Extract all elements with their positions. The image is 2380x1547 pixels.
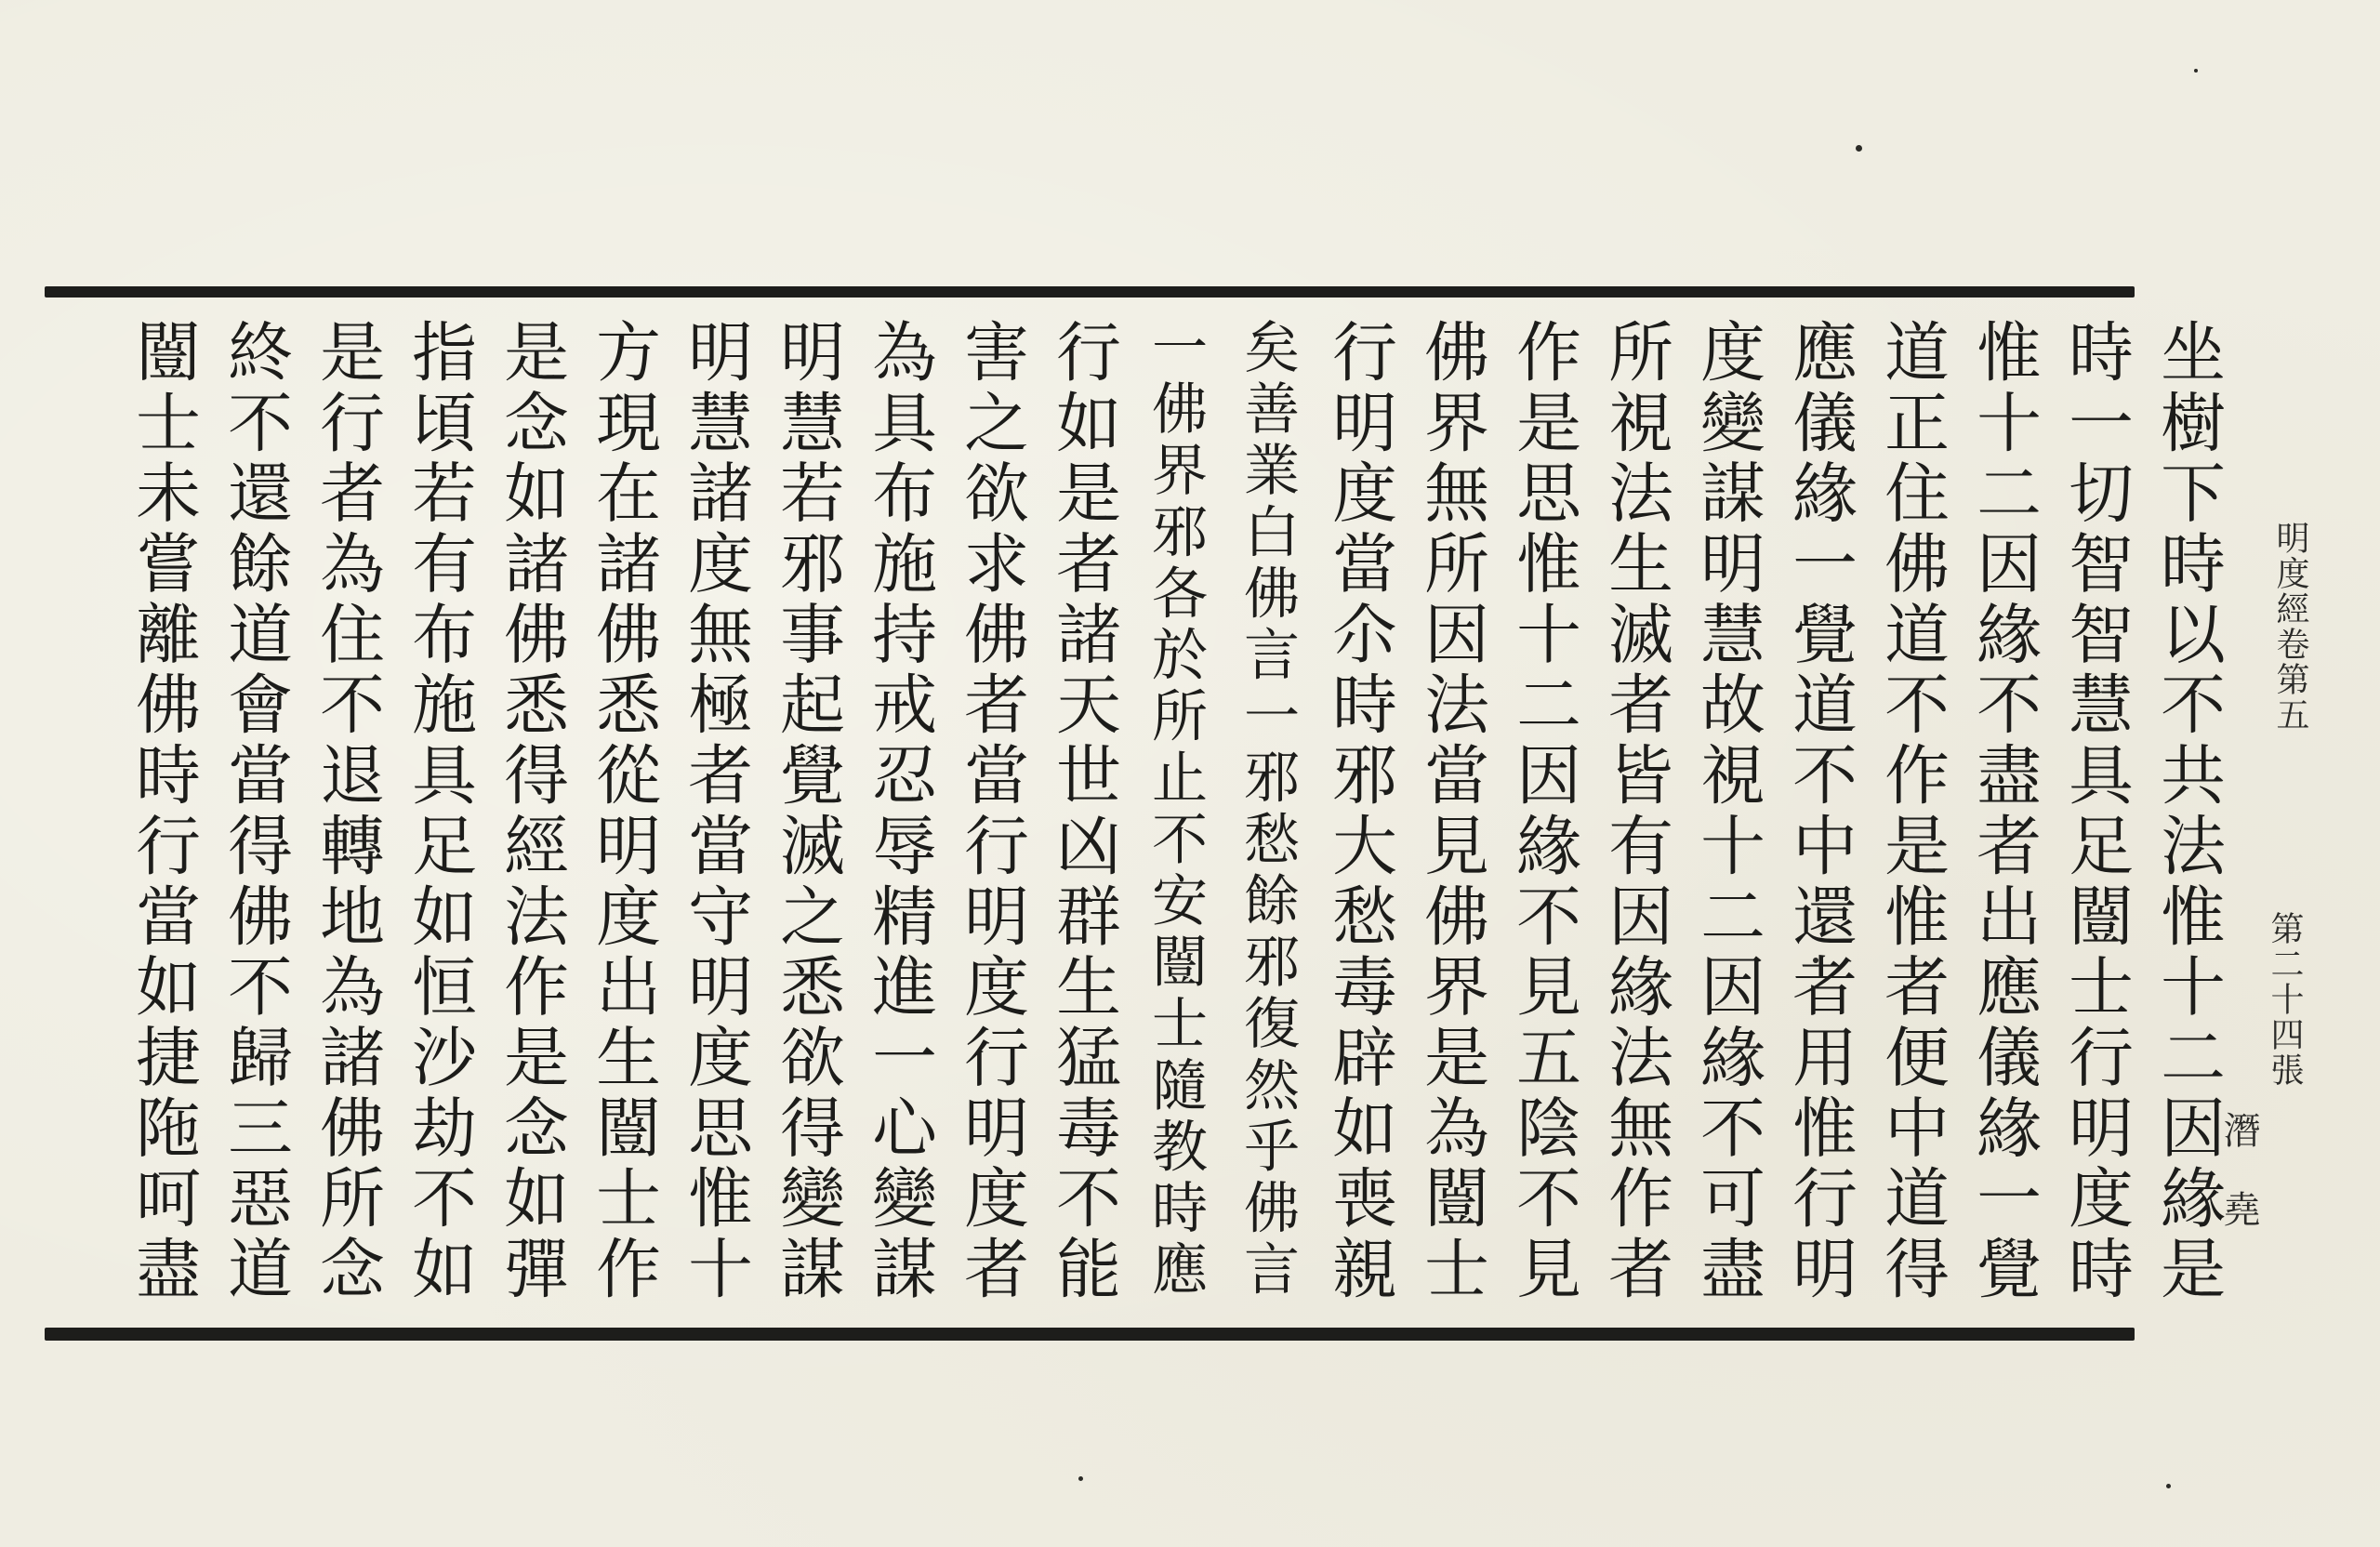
text-column: 害之欲求佛者當行明度行明度者 — [953, 318, 1028, 1305]
text-column: 坐樹下時以不共法惟十二因緣是 — [2149, 318, 2225, 1305]
text-column: 一佛界邪各於所止不安闓士隨教時應 — [1143, 318, 1208, 1302]
text-column: 闓士未嘗離佛時行當如捷陁呵盡 — [125, 318, 200, 1305]
text-column: 行如是者諸天世凶群生猛毒不能 — [1045, 318, 1120, 1305]
text-column: 度變謀明慧故視十二因緣不可盡 — [1689, 318, 1765, 1305]
text-column: 所視法生滅者皆有因緣法無作者 — [1597, 318, 1673, 1305]
text-column: 指頃若有布施具足如恒沙劫不如 — [401, 318, 476, 1305]
text-column: 是行者為住不退轉地為諸佛所念 — [309, 318, 384, 1305]
margin-page-number: 第二十四張 — [2266, 911, 2304, 1088]
text-column: 是念如諸佛悉得經法作是念如彈 — [493, 318, 568, 1305]
text-column: 作是思惟十二因緣不見五陰不見 — [1505, 318, 1580, 1305]
text-column: 明慧諸度無極者當守明度思惟十 — [677, 318, 752, 1305]
text-column: 明慧若邪事起覺滅之悉欲得變謀 — [769, 318, 844, 1305]
text-column: 時一切智智慧具足闓士行明度時 — [2057, 318, 2133, 1305]
margin-carver-name: 潛 堯 — [2217, 1111, 2260, 1242]
margin-volume-title: 明度經卷第五 — [2271, 521, 2309, 733]
text-column: 行明度當尒時邪大愁毒辟如喪親 — [1321, 318, 1396, 1305]
main-text-block — [116, 318, 2233, 1331]
text-column: 終不還餘道會當得佛不歸三惡道 — [217, 318, 292, 1305]
frame-top-rule — [45, 286, 2135, 298]
text-column: 道正住佛道不作是惟者便中道得 — [1873, 318, 1949, 1305]
text-column: 惟十二因緣不盡者出應儀緣一覺 — [1965, 318, 2041, 1305]
text-column: 方現在諸佛悉從明度出生闓士作 — [585, 318, 660, 1305]
text-column: 為具布施持戒忍辱精進一心變謀 — [861, 318, 936, 1305]
text-column: 矣善業白佛言一邪愁餘邪復然乎佛言 — [1235, 318, 1300, 1302]
text-column: 佛界無所因法當見佛界是為闓士 — [1413, 318, 1488, 1305]
text-column: 應儀緣一覺道不中還者用惟行明 — [1781, 318, 1857, 1305]
